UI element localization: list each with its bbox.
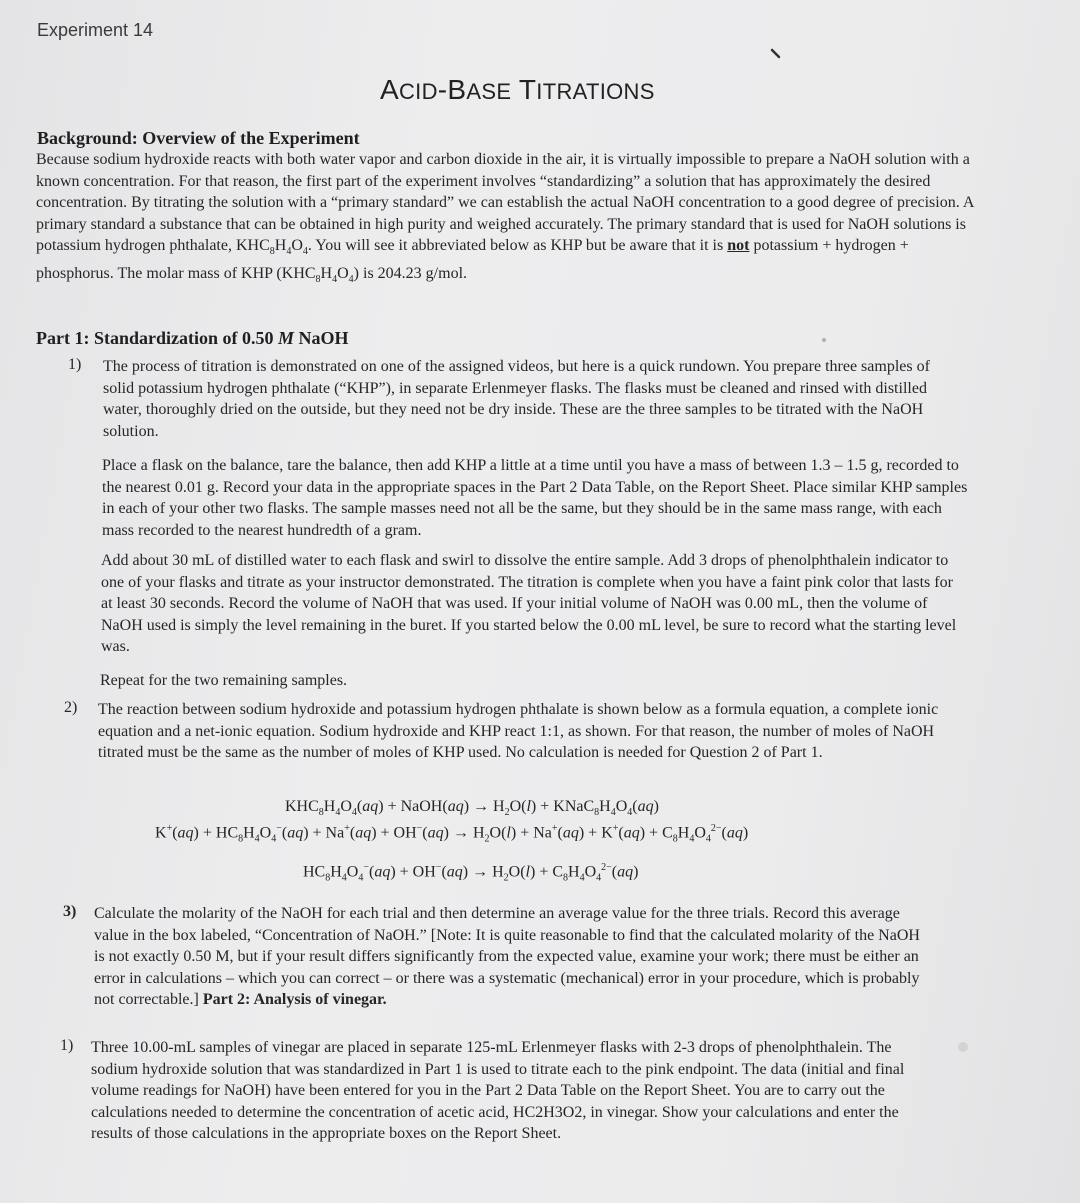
formula-equation: $KHC_8H_4O_4(aq)$ + NaOH(aq) → $H_2O(l)$ + $KNaC_8H_4O_4(aq)$	[285, 798, 659, 819]
complete-ionic-equation: $K^+(aq) + HC_8H_4O_4^-(aq) + Na^+(aq) + OH^-(aq) \to H_2O(l) + Na^+(aq) + K^+(aq) + C_8H_4O_4^{2-}(aq)$	[155, 823, 749, 845]
step1-paragraph-3: Add about 30 mL of distilled water to each flask and swirl to dissolve the entire sample. Add 3 drops of phenolphthalein indicator to one of your flasks and titrate as your instructor demonstrated. The titration is complete when you have a faint pink color that lasts for at least 30 seconds. Record the volume of NaOH that was used. If your initial volume of NaOH was 0.00 mL, then the volume of NaOH used is simply the level remaining in the buret. If you started below the 0.00 mL level, be sure to record what the starting level was.	[101, 552, 957, 655]
background-paragraph: Because sodium hydroxide reacts with both water vapor and carbon dioxide in the air, it is virtually impossible to prepare a NaOH solution with a known concentration. For that reason, the first part of the experiment involves “standardizing” a solution that has approximately the desired concentration. By titrating the solution with a “primary standard” we can establish the actual NaOH concentration to a good degree of precision. A primary standard a substance that can be obtained in high purity and weighed accurately. The primary standard that is used for NaOH solutions is potassium hydrogen phthalate, $KHC_8H_4O_4$. You will see it abbreviated below as KHP but be aware that it is not potassium + hydrogen + phosphorus. The molar mass of KHP $(KHC_8H_4O_4)$ is 204.23 g/mol.	[36, 151, 974, 285]
part2-step1-number: 1)	[60, 1037, 74, 1054]
background-heading: Background: Overview of the Experiment	[37, 128, 360, 148]
step1-paragraph-2: Place a flask on the balance, tare the balance, then add KHP a little at a time until you have a mass of between 1.3 – 1.5 g, recorded to the nearest 0.01 g. Record your data in the appropriate spaces in the Part 2 Data Table, on the Report Sheet. Place similar KHP samples in each of your other two flasks. The sample masses need not all be the same, but they should be in the same mass range, with each mass recorded to the nearest hundredth of a gram.	[102, 457, 968, 539]
pen-mark	[770, 48, 784, 60]
part1-heading: Part 1: Standardization of 0.50 M NaOH	[36, 328, 349, 348]
speck	[822, 338, 826, 342]
step1-paragraph-1: The process of titration is demonstrated on one of the assigned videos, but here is a quick rundown. You prepare three samples of solid potassium hydrogen phthalate (“KHP”), in separate Erlenmeyer flasks. The flasks must be cleaned and rinsed with distilled water, thoroughly dried on the outside, but they need not be dry inside. These are the three samples to be titrated with the NaOH solution.	[103, 358, 930, 440]
smudge	[958, 1042, 968, 1052]
experiment-label: Experiment 14	[37, 20, 154, 40]
step3-paragraph	[94, 903, 932, 1011]
step2-paragraph: The reaction between sodium hydroxide and potassium hydrogen phthalate is shown below as a formula equation, a complete ionic equation and a net-ionic equation. Sodium hydroxide and KHP react 1:1, as shown. For that reason, the number of moles of NaOH titrated must be the same as the number of moles of KHP used. No calculation is needed for Question 2 of Part 1.	[98, 701, 939, 761]
step3-text: Calculate the molarity of the NaOH for each trial and then determine an average value for the three trials. Record this average value in the box labeled, “Concentration of NaOH.” [Note: It is quite reasonable to find that the calculated molarity of the NaOH is not exactly 0.50 M, but if your result differs significantly from the expected value, examine your work; there must be either an error in calculations – which you can correct – or there was a systematic (mechanical) error in your procedure, which is probably not correctable.]	[94, 905, 920, 1008]
part2-step1-paragraph: Three 10.00-mL samples of vinegar are placed in separate 125-mL Erlenmeyer flasks with 2-3 drops of phenolphthalein. The sodium hydroxide solution that was standardized in Part 1 is used to titrate each to the pink endpoint. The data (initial and final volume readings for NaOH) have been entered for you in the Part 2 Data Table on the Report Sheet. You are to carry out the calculations needed to determine the concentration of acetic acid, HC2H3O2, in vinegar. Show your calculations and enter the results of those calculations in the appropriate boxes on the Report Sheet.	[91, 1039, 905, 1142]
step1-paragraph-4: Repeat for the two remaining samples.	[100, 672, 348, 689]
part2-heading: Part 2: Analysis of vinegar.	[202, 991, 387, 1008]
step3-number: 3)	[63, 903, 77, 920]
net-ionic-equation: $HC_8H_4O_4^-(aq) + OH^-(aq) \to H_2O(l) + C_8H_4O_4^{2-}(aq)$	[303, 862, 639, 884]
step2-number: 2)	[64, 699, 78, 716]
step1-number: 1)	[68, 356, 82, 373]
page-title: ACID-BASE TITRATIONS	[380, 74, 655, 105]
